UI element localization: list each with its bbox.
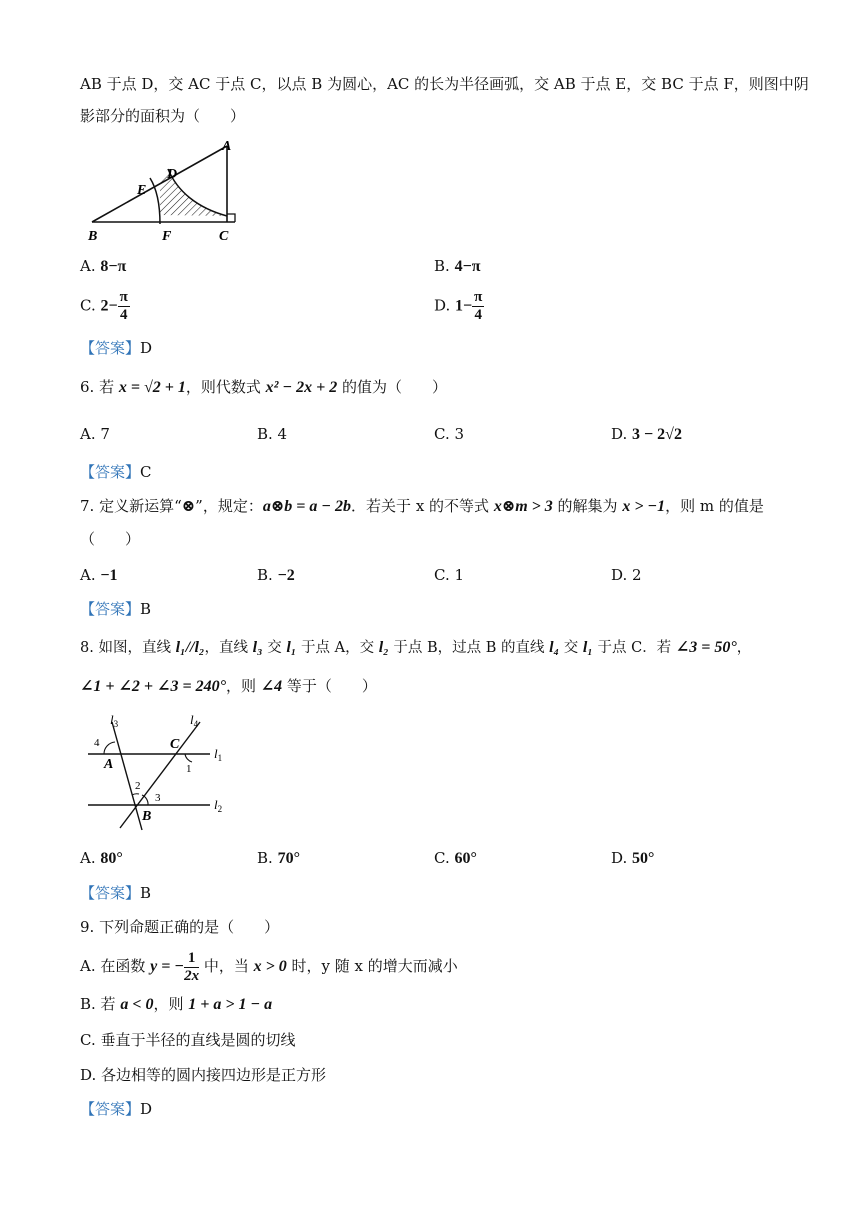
q5-option-b: B. 4−π [434,257,481,275]
q9-option-c: C. 垂直于半径的直线是圆的切线 [80,1031,296,1049]
q8-label-l2: $l_2$ [214,797,223,814]
q5-stem-line1: AB 于点 D，交 AC 于点 C，以点 B 为圆心，AC 的长为半径画弧，交 AB 于点 E，交 BC 于点 F，则图中阴 [80,75,809,93]
q8-option-a: A. 80° [80,849,123,867]
q5-label-D: D [167,167,178,182]
q7-option-b: B. −2 [257,566,295,584]
q8-label-l1: $l_1$ [214,746,223,763]
q8-stem-line2: ∠1 + ∠2 + ∠3 = 240°，则 ∠4 等于（ ） [80,677,377,695]
q5-triangle-figure [80,136,250,244]
q8-option-d: D. 50° [611,849,655,867]
q8-label-A: A [104,757,114,772]
q8-angle-4: 4 [94,737,100,749]
q5-label-A: A [222,139,232,154]
q5-answer: 【答案】D [80,339,153,357]
q5-option-d: D. 1− $\frac{\pi}{4}$ [434,289,483,323]
q5-option-d-fraction: $\frac{\pi}{4}$ [474,289,483,323]
q9-stem: 9. 下列命题正确的是（ ） [80,918,280,936]
q6-option-b: B. 4 [257,425,288,443]
q5-label-F: F [162,229,172,244]
q8-angle-1: 1 [186,763,192,775]
q8-label-l4: $l_4$ [190,712,199,729]
q6-answer: 【答案】C [80,463,152,481]
q9-option-a: A. 在函数 y = − $\frac{1}{2x}$ 中，当 x > 0 时，y 随 x 的增大而减小 [80,949,458,984]
q7-option-a: A. −1 [80,566,118,584]
q7-stem-line1: 7. 定义新运算“⊗”，规定：a⊗b = a − 2b．若关于 x 的不等式 x⊗m > 3 的解集为 x > −1，则 m 的值是 [80,497,764,515]
q5-label-E: E [137,183,147,198]
q5-label-B: B [88,229,98,244]
q9-option-a-fraction: $\frac{1}{2x}$ [184,949,200,984]
q5-label-C: C [219,229,229,244]
q9-option-b: B. 若 a < 0，则 1 + a > 1 − a [80,995,273,1013]
q5-option-c: C. 2− $\frac{\pi}{4}$ [80,289,128,323]
q5-stem-line2: 影部分的面积为（ ） [80,107,246,125]
q7-option-c: C. 1 [434,566,465,584]
q8-option-b: B. 70° [257,849,300,867]
q7-option-d: D. 2 [611,566,642,584]
q6-option-a: A. 7 [80,425,110,443]
q8-label-B: B [142,809,152,824]
q7-answer: 【答案】B [80,600,152,618]
q7-stem-line2: （ ） [80,530,141,548]
q8-parallel-lines-figure [80,710,240,832]
q8-label-l3: $l_3$ [110,712,119,729]
q5-option-a: A. 8−π [80,257,127,275]
q5-option-c-fraction: $\frac{\pi}{4}$ [119,289,128,323]
q8-option-c: C. 60° [434,849,477,867]
q9-answer: 【答案】D [80,1100,153,1118]
q8-label-C: C [170,737,180,752]
q8-angle-3: 3 [155,792,161,804]
q6-stem: 6. 若 x = √2 + 1，则代数式 x² − 2x + 2 的值为（ ） [80,378,448,396]
q8-angle-2: 2 [135,780,141,792]
q6-option-c: C. 3 [434,425,465,443]
q6-option-d: D. 3 − 2√2 [611,425,682,443]
q9-option-d: D. 各边相等的圆内接四边形是正方形 [80,1066,327,1084]
q8-stem-line1: 8. 如图，直线 l₁//l₂，直线 l₃ 交 l₁ 于点 A，交 l₂ 于点 B，过点 B 的直线 l₄ 交 l₁ 于点 C．若 ∠3 = 50°， [80,639,752,656]
q8-answer: 【答案】B [80,884,152,902]
